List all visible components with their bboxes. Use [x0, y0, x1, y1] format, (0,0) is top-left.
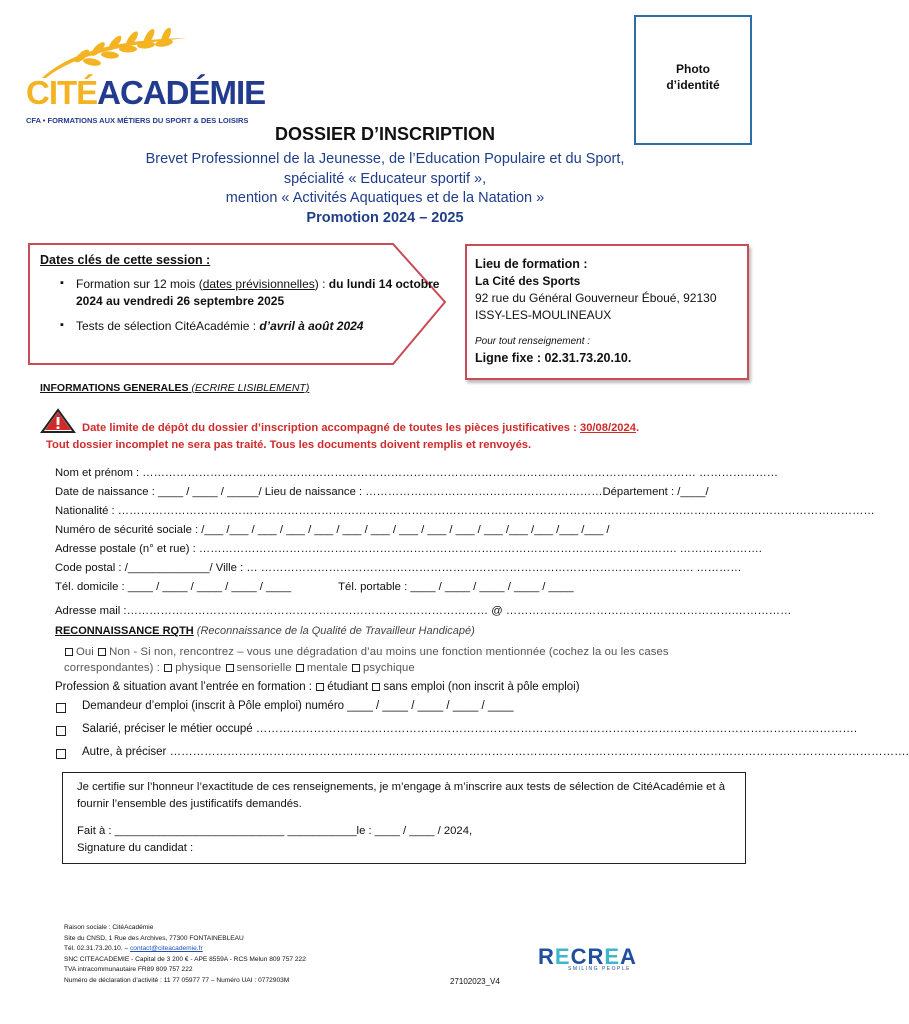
recrea-logo: [538, 944, 658, 974]
checkbox-physique[interactable]: [164, 664, 172, 672]
field-adresse[interactable]: Adresse postale (n° et rue) : ………………………………………………………………………………………………………………. ………………….: [55, 543, 762, 555]
checkbox-sans-emploi[interactable]: [372, 683, 380, 691]
promotion: Promotion 2024 – 2025: [306, 209, 464, 226]
page-subtitle: Brevet Professionnel de la Jeunesse, de l’Education Populaire et du Sport, spécialité « Educateur sportif », mention « Activités Aquatiques et de la Natation » Promotion 2024 – 2025: [0, 150, 770, 228]
checkbox-salarie[interactable]: [56, 726, 66, 736]
citeacademie-logo: [22, 30, 266, 125]
page-title: DOSSIER D’INSCRIPTION: [274, 124, 496, 144]
field-mail[interactable]: Adresse mail :…………………………………………………………………………………… @ …………………………………………………….……………: [55, 605, 792, 617]
certification-box: [62, 772, 746, 864]
dates-title: Dates clés de cette session :: [40, 253, 211, 267]
field-telephones: [55, 578, 745, 597]
deadline-warning: Date limite de dépôt du dossier d’inscription accompagné de toutes les pièces justificatives : 30/08/2024. Tout dossier incomplet ne sera pas traité. Tous les documents doivent remplis et renvoyés.: [46, 422, 640, 451]
lieu-phone: Ligne fixe : 02.31.73.20.10.: [475, 351, 632, 365]
profession-line: Profession & situation avant l’entrée en formation : étudiant sans emploi (non inscrit à pôle emploi): [55, 681, 580, 693]
footer-legal: Raison sociale : CitéAcadémie Site du CNSD, 1 Rue des Archives, 77300 FONTAINEBLEAU Tél. 02.31.73.20.10. – contact@citeacademie.fr SNC CITEACADEMIE - Capital de 3 200 € - APE 8559A - RCS Melun 809 757 222 TVA intracommunautaire FR89 809 757 222 Numéro de déclaration d’activité : 11 77 05977 77 – Numéro UAI : 0772903M: [64, 924, 306, 984]
field-nom[interactable]: Nom et prénom : ………………………………………………………………………………………………………………………………… …………………: [55, 467, 779, 479]
section-title: INFORMATIONS GENERALES (ECRIRE LISIBLEMENT): [40, 382, 310, 394]
checkbox-etudiant[interactable]: [316, 683, 324, 691]
list-item: Autre, à préciser ………………………………………………………………………………………………………………………………………………………………………….: [55, 746, 745, 769]
list-item: Salarié, préciser le métier occupé ………………………………………………………………………………………………………………………………………….: [55, 723, 745, 746]
field-tel-portable[interactable]: Tél. portable : ____ / ____ / ____ / ____ / ____: [338, 581, 574, 593]
checkbox-non[interactable]: [98, 648, 106, 656]
contact-email-link[interactable]: contact@citeacademie.fr: [130, 945, 203, 952]
logo-wordmark: CITÉACADÉMIE: [26, 74, 266, 111]
lieu-address: 92 rue du Général Gouverneur Éboué, 92130: [475, 291, 717, 305]
checkbox-sensorielle[interactable]: [226, 664, 234, 672]
checkbox-demandeur[interactable]: [56, 703, 66, 713]
lieu-title: Lieu de formation :: [475, 257, 588, 271]
list-item: ▪ Tests de sélection CitéAcadémie : d’avril à août 2024: [60, 318, 440, 335]
document-version: 27102023_V4: [450, 977, 500, 986]
field-secu[interactable]: Numéro de sécurité sociale : /___ /___ / ___ / ___ / ___ / ___ / ___ / ___ / ___ / ___ / ___ /___ /___ /___ /___ /: [55, 524, 610, 536]
certification-text: Je certifie sur l’honneur l’exactitude de ces renseignements, je m’engage à m’inscrire aux tests de sélection de CitéAcadémie et à fournir l’ensemble des justificatifs demandés.: [77, 781, 726, 810]
field-nationalite[interactable]: Nationalité : …………………………………………………………………………………………………………………………………………………………………………………: [55, 505, 875, 517]
list-item: Demandeur d’emploi (inscrit à Pôle emploi) numéro ____ / ____ / ____ / ____ / ____: [55, 700, 745, 723]
rqth-options: Oui Non - Si non, rencontrez – vous une dégradation d’au moins une fonction mentionnée (cochez la ou les cases correspondantes) : physique sensorielle mentale psychique: [64, 646, 669, 674]
photo-placeholder: Photo d’identité: [634, 15, 752, 145]
field-fait-a[interactable]: Fait à : ___________________________ ___________le : ____ / ____ / 2024,: [77, 825, 473, 837]
list-item: ▪ Formation sur 12 mois (dates prévisionnelles) : du lundi 14 octobre 2024 au vendredi 26 septembre 2025: [60, 276, 440, 310]
recrea-wordmark: RECREA: [538, 944, 637, 969]
recrea-tagline: SMILING PEOPLE: [568, 966, 631, 972]
lieu-box: Lieu de formation : La Cité des Sports 92 rue du Général Gouverneur Éboué, 92130 ISSY-LES-MOULINEAUX Pour tout renseignement : Ligne fixe : 02.31.73.20.10.: [465, 244, 749, 380]
laurel-icon: [22, 30, 192, 80]
field-naissance[interactable]: Date de naissance : ____ / ____ / _____/ Lieu de naissance : ………………………………………………………Département : /____/: [55, 486, 709, 498]
lieu-note: Pour tout renseignement :: [475, 336, 591, 347]
field-tel-domicile[interactable]: Tél. domicile : ____ / ____ / ____ / ____ / ____: [55, 581, 292, 593]
checkbox-autre[interactable]: [56, 749, 66, 759]
rqth-title: RECONNAISSANCE RQTH (Reconnaissance de la Qualité de Travailleur Handicapé): [55, 625, 475, 637]
lieu-name: La Cité des Sports: [475, 274, 581, 288]
dates-list: [60, 276, 440, 343]
field-cp-ville[interactable]: Code postal : /_____________/ Ville : … ……………………………………………………………………………………………………. …………: [55, 562, 742, 574]
signature-label: Signature du candidat :: [77, 842, 194, 854]
profession-options: [55, 700, 909, 769]
checkbox-mentale[interactable]: [296, 664, 304, 672]
form-fields: [55, 464, 875, 621]
logo-tagline: CFA • FORMATIONS AUX MÉTIERS DU SPORT & DES LOISIRS: [26, 116, 249, 125]
checkbox-psychique[interactable]: [352, 664, 360, 672]
checkbox-oui[interactable]: [65, 648, 73, 656]
